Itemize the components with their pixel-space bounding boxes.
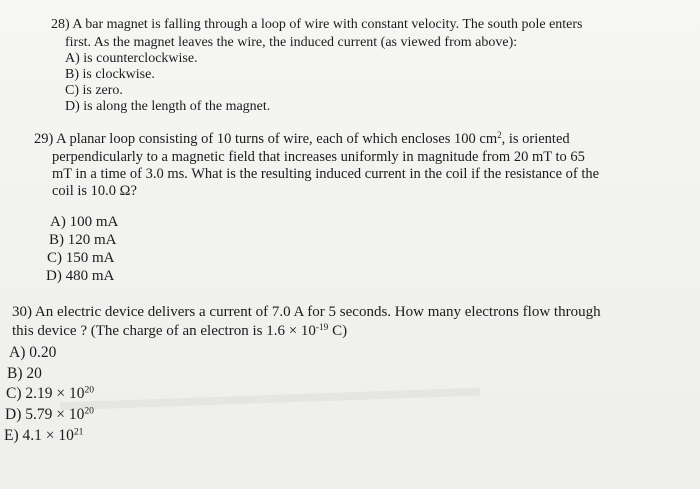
question-30-option-c-text: C) 2.19 × 10 xyxy=(6,385,85,402)
question-29-option-a: A) 100 mA xyxy=(50,214,119,230)
question-28-option-d: D) is along the length of the magnet. xyxy=(65,99,271,114)
bleed-through-shadow xyxy=(60,388,480,411)
question-29-line-3: mT in a time of 3.0 ms. What is the resulting induced current in the coil if the resistance of the xyxy=(52,166,600,182)
question-29-line-2: perpendicularly to a magnetic field that increases uniformly in magnitude from 20 mT to 65 xyxy=(52,149,585,165)
question-30-option-a xyxy=(9,345,56,361)
question-30-option-d xyxy=(5,407,94,423)
question-30-line-2 xyxy=(12,324,347,339)
question-28-line-1: 28) A bar magnet is falling through a loop of wire with constant velocity. The south pole enters xyxy=(51,17,583,32)
question-30-option-a-text: A) 0.20 xyxy=(9,344,57,361)
question-28-line-2: first. As the magnet leaves the wire, the induced current (as viewed from above): xyxy=(65,35,518,50)
question-29-line-1-tail: , is oriented xyxy=(501,131,570,147)
question-29-option-c: C) 150 mA xyxy=(47,250,115,266)
question-30-line-2-text: this device ? (The charge of an electron is 1.6 × 10 xyxy=(12,323,316,339)
question-30-option-e-exponent: 21 xyxy=(73,426,84,438)
question-29-line-1 xyxy=(34,132,570,147)
question-30-line-2-tail: C) xyxy=(328,323,348,339)
question-30-option-e-text: E) 4.1 × 10 xyxy=(4,427,74,444)
question-29-option-d: D) 480 mA xyxy=(46,268,115,284)
question-29-option-b: B) 120 mA xyxy=(49,232,117,248)
question-29-line-1-text: 29) A planar loop consisting of 10 turns of wire, each of which encloses 100 cm xyxy=(34,131,498,147)
question-29-exponent: 2 xyxy=(497,130,502,141)
question-30-exponent: -19 xyxy=(315,322,329,333)
question-28-option-c: C) is zero. xyxy=(65,83,123,98)
question-29-line-4: coil is 10.0 Ω? xyxy=(52,183,137,199)
question-28-option-b: B) is clockwise. xyxy=(65,67,155,82)
question-30-option-b-text: B) 20 xyxy=(7,365,42,382)
question-30-option-d-text: D) 5.79 × 10 xyxy=(5,406,85,423)
question-30-option-d-exponent: 20 xyxy=(84,405,94,417)
question-30-line-1: 30) An electric device delivers a current of 7.0 A for 5 seconds. How many electrons flow through xyxy=(12,304,601,320)
question-30-option-c xyxy=(6,386,94,402)
question-28-option-a: A) is counterclockwise. xyxy=(65,51,198,66)
question-30-option-b xyxy=(7,366,42,382)
question-30-option-c-exponent: 20 xyxy=(84,384,95,396)
question-30-option-e xyxy=(4,428,83,444)
